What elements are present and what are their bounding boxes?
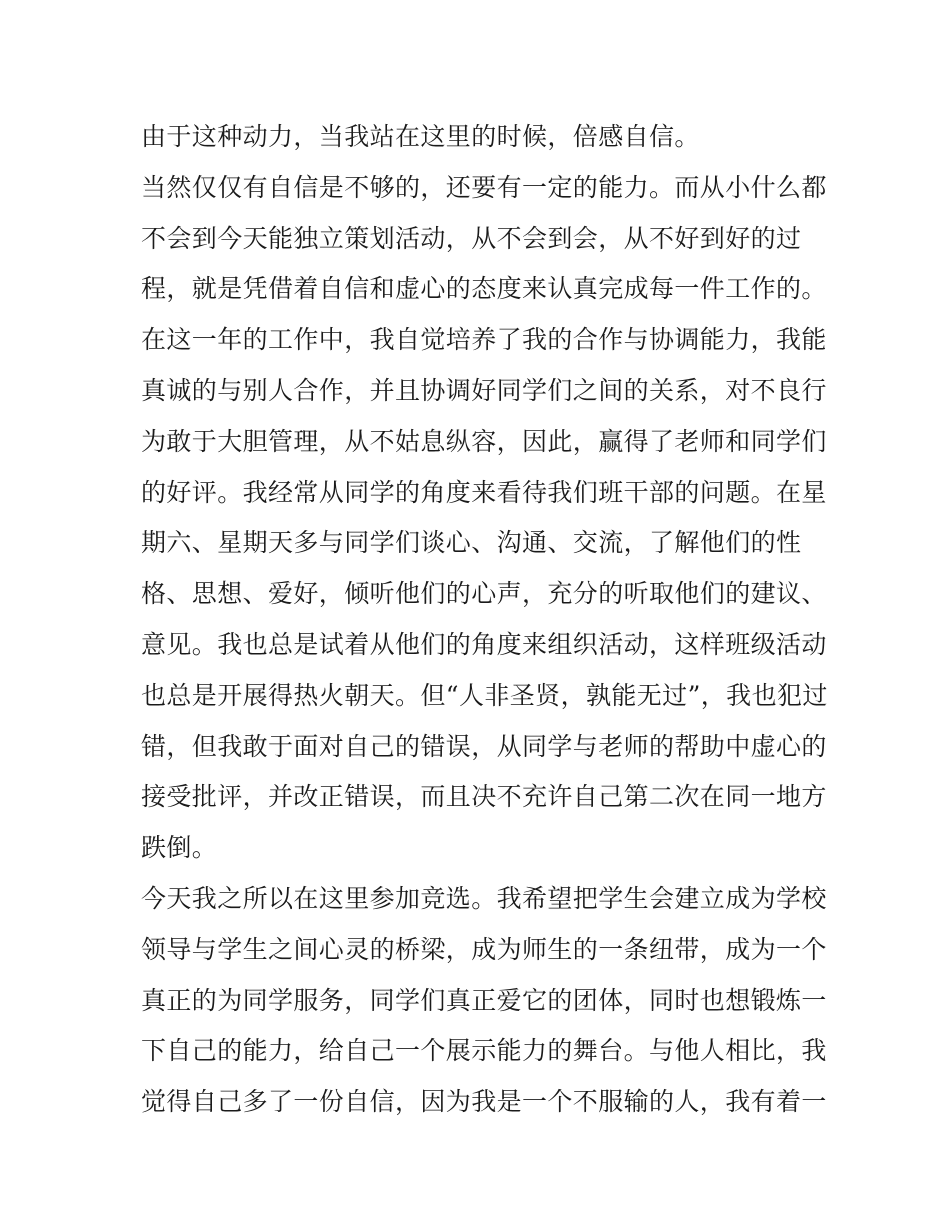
text-line: 今天我之所以在这里参加竞选。我希望把学生会建立成为学校 (141, 883, 827, 913)
text-line: 当然仅仅有自信是不够的，还要有一定的能力。而从小什么都 (141, 172, 827, 202)
text-line: 错，但我敢于面对自己的错误，从同学与老师的帮助中虚心的 (141, 731, 827, 761)
text-line: 下自己的能力，给自己一个展示能力的舞台。与他人相比，我 (141, 1036, 827, 1066)
text-line: 也总是开展得热火朝天。但“人非圣贤，孰能无过”，我也犯过 (141, 680, 828, 710)
text-line: 在这一年的工作中，我自觉培养了我的合作与协调能力，我能 (141, 325, 827, 355)
text-line: 觉得自己多了一份自信，因为我是一个不服输的人，我有着一 (141, 1087, 827, 1117)
text-line: 真诚的与别人合作，并且协调好同学们之间的关系，对不良行 (141, 375, 827, 405)
text-line: 意见。我也总是试着从他们的角度来组织活动，这样班级活动 (141, 629, 827, 659)
text-line: 的好评。我经常从同学的角度来看待我们班干部的问题。在星 (141, 477, 827, 507)
text-line: 不会到今天能独立策划活动，从不会到会，从不好到好的过 (141, 223, 802, 253)
text-line: 接受批评，并改正错误，而且决不充许自己第二次在同一地方 (141, 782, 827, 812)
text-line: 由于这种动力，当我站在这里的时候，倍感自信。 (141, 122, 700, 151)
body-text (141, 112, 828, 1128)
text-line: 跌倒。 (141, 833, 218, 863)
text-line: 格、思想、爱好，倾听他们的心声，充分的听取他们的建议、 (141, 579, 827, 609)
text-line: 真正的为同学服务，同学们真正爱它的团体，同时也想锻炼一 (141, 985, 827, 1015)
text-line: 程，就是凭借着自信和虚心的态度来认真完成每一件工作的。 (141, 274, 827, 304)
text-line: 期六、星期天多与同学们谈心、沟通、交流，了解他们的性 (141, 528, 802, 558)
text-line: 领导与学生之间心灵的桥梁，成为师生的一条纽带，成为一个 (141, 934, 827, 964)
text-line: 为敢于大胆管理，从不姑息纵容，因此，赢得了老师和同学们 (141, 426, 827, 456)
